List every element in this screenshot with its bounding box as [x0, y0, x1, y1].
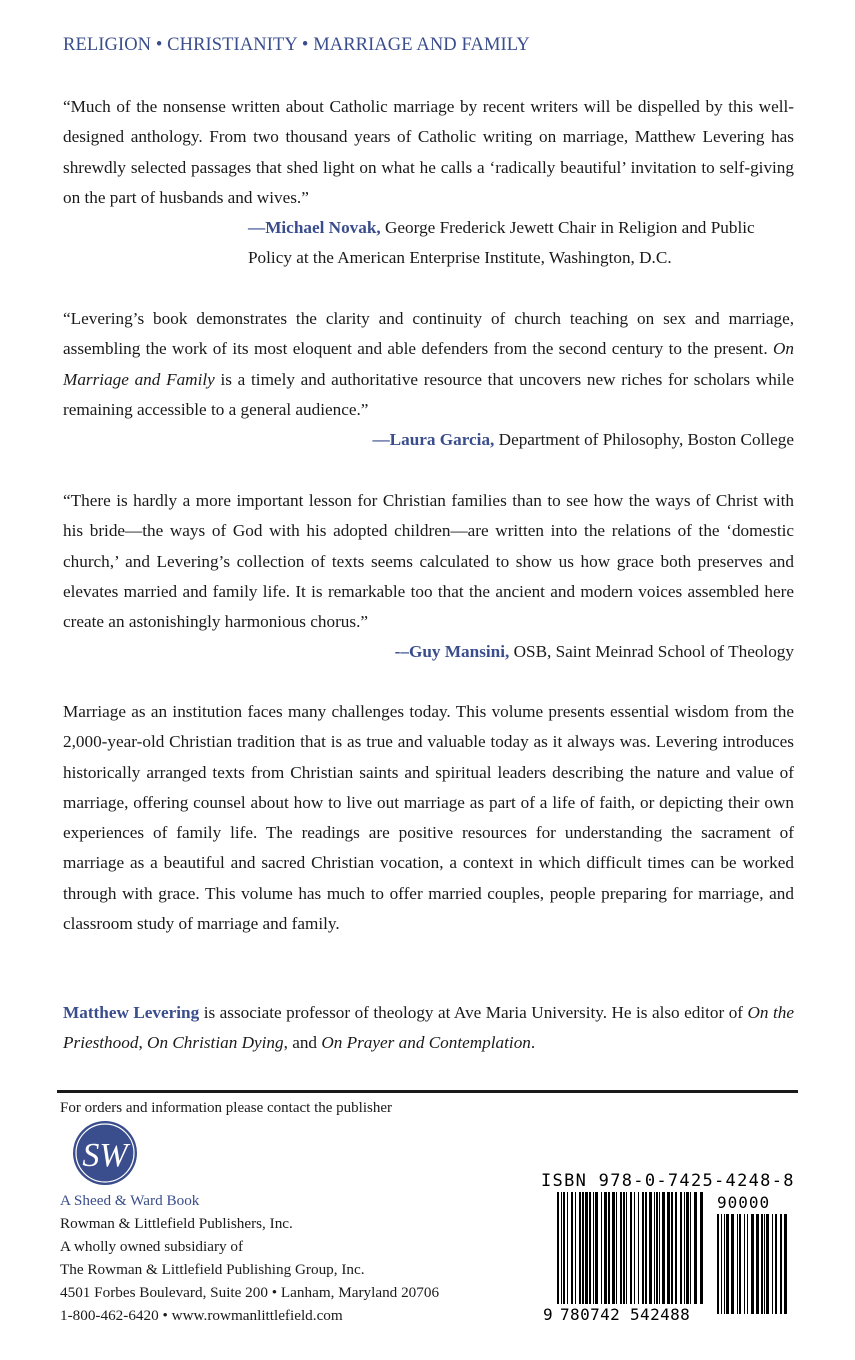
- barcode-bar: [690, 1192, 691, 1304]
- barcode-bar: [775, 1214, 777, 1314]
- barcode-bar: [608, 1192, 610, 1304]
- barcode-digits-left: 780742: [560, 1305, 621, 1324]
- barcode-bar: [737, 1214, 738, 1314]
- barcode-bar: [684, 1192, 685, 1304]
- barcode-bar: [638, 1192, 639, 1304]
- barcode: [537, 1192, 797, 1325]
- price-code: 90000: [717, 1193, 771, 1212]
- barcode-bar: [744, 1214, 745, 1314]
- bio-book-title: On Christian Dying: [147, 1033, 284, 1053]
- barcode-bar: [575, 1192, 576, 1304]
- attribution-name: Laura Garcia,: [389, 430, 495, 449]
- attribution-dash: -–: [394, 642, 409, 661]
- author-name: Matthew Levering: [63, 1003, 200, 1022]
- barcode-bar: [747, 1214, 748, 1314]
- barcode-bar: [784, 1214, 787, 1314]
- barcode-bar: [642, 1192, 644, 1304]
- attribution-dash: —: [248, 218, 266, 237]
- contact-line: For orders and information please contact the publisher: [60, 1100, 392, 1116]
- price-addon-bars: [717, 1214, 787, 1314]
- barcode-bar: [582, 1192, 584, 1304]
- divider-rule: [57, 1090, 798, 1093]
- barcode-bar: [604, 1192, 607, 1304]
- attribution-name: Guy Mansini,: [409, 642, 510, 661]
- attribution-dash: —: [372, 430, 390, 449]
- barcode-bar: [680, 1192, 682, 1304]
- attribution-affiliation: Department of Philosophy, Boston College: [494, 430, 794, 449]
- barcode-bar: [595, 1192, 598, 1304]
- ean-barcode-bars: [557, 1192, 703, 1304]
- blurb-1-quote: “Much of the nonsense written about Catholic marriage by recent writers will be dispelled by this well-designed anthology. From two thousand years of Catholic writing on marriage, Matthew Levering has shrewdly selected passages that shed light on what he calls a ‘radically beautiful’ invitation to self-giving on the part of husbands and wives.”: [63, 97, 794, 207]
- barcode-bar: [662, 1192, 665, 1304]
- imprint-line: A Sheed & Ward Book: [60, 1192, 200, 1209]
- barcode-bar: [764, 1214, 765, 1314]
- publisher-address: 4501 Forbes Boulevard, Suite 200 • Lanham, Maryland 20706: [60, 1284, 440, 1302]
- barcode-bar: [761, 1214, 763, 1314]
- bio-text: is associate professor of theology at Ave Maria University. He is also editor of: [199, 1003, 748, 1022]
- book-description: Marriage as an institution faces many challenges today. This volume presents essential wisdom from the 2,000-year-old Christian tradition that is as true and valuable today as it always was. Levering introduces historically arranged texts from Christian saints and spiritual leaders describing the nature and value of marriage, offering counsel about how to live out marriage as part of a life of faith, or depicting their own experiences of family life. The readings are positive resources for understanding the sacrament of marriage as a beautiful and sacred Christian vocation, a context in which difficult times can be worked through with grace. This volume has much to offer married couples, people preparing for marriage, and classroom study of marriage and family.: [63, 702, 794, 934]
- barcode-bar: [751, 1214, 754, 1314]
- publisher-info: [60, 1189, 439, 1328]
- barcode-bar: [780, 1214, 782, 1314]
- barcode-bar: [717, 1214, 719, 1314]
- bio-text: .: [530, 1033, 536, 1053]
- barcode-bar: [589, 1192, 591, 1304]
- barcode-bar: [726, 1214, 729, 1314]
- barcode-digits-right: 542488: [630, 1305, 691, 1324]
- barcode-bar: [686, 1192, 689, 1304]
- barcode-bar: [731, 1214, 734, 1314]
- attribution-affiliation: George Frederick Jewett Chair in Religion and Public Policy at the American Enterprise Institute, Washington, D.C.: [248, 218, 755, 268]
- blurb-2-attribution: [63, 425, 794, 455]
- barcode-bar: [567, 1192, 568, 1304]
- blurb-1-attribution: [248, 213, 794, 274]
- attribution-affiliation: OSB, Saint Meinrad School of Theology: [509, 642, 794, 661]
- barcode-bar: [616, 1192, 617, 1304]
- barcode-bar: [694, 1192, 697, 1304]
- barcode-bar: [645, 1192, 647, 1304]
- bio-book-title: On Prayer and Contemplation: [321, 1033, 531, 1053]
- barcode-bar: [659, 1192, 660, 1304]
- barcode-bar: [561, 1192, 562, 1304]
- barcode-bar: [612, 1192, 615, 1304]
- quote-text: is a timely and authoritative resource that uncovers new riches for scholars while remaining accessible to a general audience.”: [63, 369, 794, 419]
- bio-text: ,: [138, 1033, 148, 1053]
- barcode-bar: [620, 1192, 622, 1304]
- barcode-bar: [667, 1192, 670, 1304]
- barcode-bar: [739, 1214, 741, 1314]
- publisher-logo: [72, 1120, 138, 1186]
- isbn-text: ISBN 978-0-7425-4248-8: [541, 1171, 795, 1191]
- barcode-bar: [649, 1192, 652, 1304]
- barcode-bar: [571, 1192, 573, 1304]
- quote-book-title: On Marriage and Family: [63, 339, 794, 389]
- barcode-bar: [593, 1192, 594, 1304]
- barcode-lead-digit: 9: [543, 1305, 553, 1324]
- bio-text: , and: [283, 1033, 322, 1053]
- quote-text: “Levering’s book demonstrates the clarity and continuity of church teaching on sex and marriage, assembling the work of its most eloquent and able defenders from the second century to the present.: [63, 309, 794, 359]
- logo-monogram: SW: [82, 1137, 128, 1174]
- barcode-bar: [579, 1192, 581, 1304]
- barcode-bar: [601, 1192, 602, 1304]
- barcode-bar: [557, 1192, 559, 1304]
- publisher-line: A wholly owned subsidiary of: [60, 1238, 244, 1256]
- barcode-bar: [654, 1192, 655, 1304]
- barcode-bar: [766, 1214, 769, 1314]
- barcode-bar: [671, 1192, 673, 1304]
- barcode-bar: [563, 1192, 565, 1304]
- barcode-bar: [756, 1214, 759, 1314]
- blurb-3-quote: “There is hardly a more important lesson for Christian families than to see how the ways of Christ with his bride—the ways of God with his adopted children—are written into the relations of the ‘domestic church,’ and Levering’s collection of texts seems calculated to show us how grace both preserves and elevates married and family life. It is remarkable too that the ancient and modern voices assembled here create an astonishingly harmonious chorus.”: [63, 491, 794, 632]
- category-heading: RELIGION • CHRISTIANITY • MARRIAGE AND FAMILY: [63, 35, 530, 55]
- publisher-line: Rowman & Littlefield Publishers, Inc.: [60, 1215, 293, 1233]
- author-bio: [63, 998, 794, 1059]
- blurb-3-attribution: [63, 637, 794, 667]
- barcode-bar: [626, 1192, 627, 1304]
- barcode-bar: [700, 1192, 703, 1304]
- bio-book-title: On the Priesthood: [63, 1003, 794, 1053]
- barcode-bar: [630, 1192, 632, 1304]
- blurb-2-quote: [63, 304, 794, 425]
- publisher-line: The Rowman & Littlefield Publishing Group, Inc.: [60, 1261, 365, 1279]
- barcode-bar: [675, 1192, 677, 1304]
- barcode-bar: [721, 1214, 722, 1314]
- barcode-bar: [724, 1214, 725, 1314]
- barcode-bar: [585, 1192, 588, 1304]
- barcode-bar: [634, 1192, 635, 1304]
- barcode-bar: [772, 1214, 773, 1314]
- barcode-bar: [623, 1192, 625, 1304]
- attribution-name: Michael Novak,: [265, 218, 381, 237]
- barcode-bar: [656, 1192, 658, 1304]
- publisher-contact: 1-800-462-6420 • www.rowmanlittlefield.com: [60, 1307, 343, 1325]
